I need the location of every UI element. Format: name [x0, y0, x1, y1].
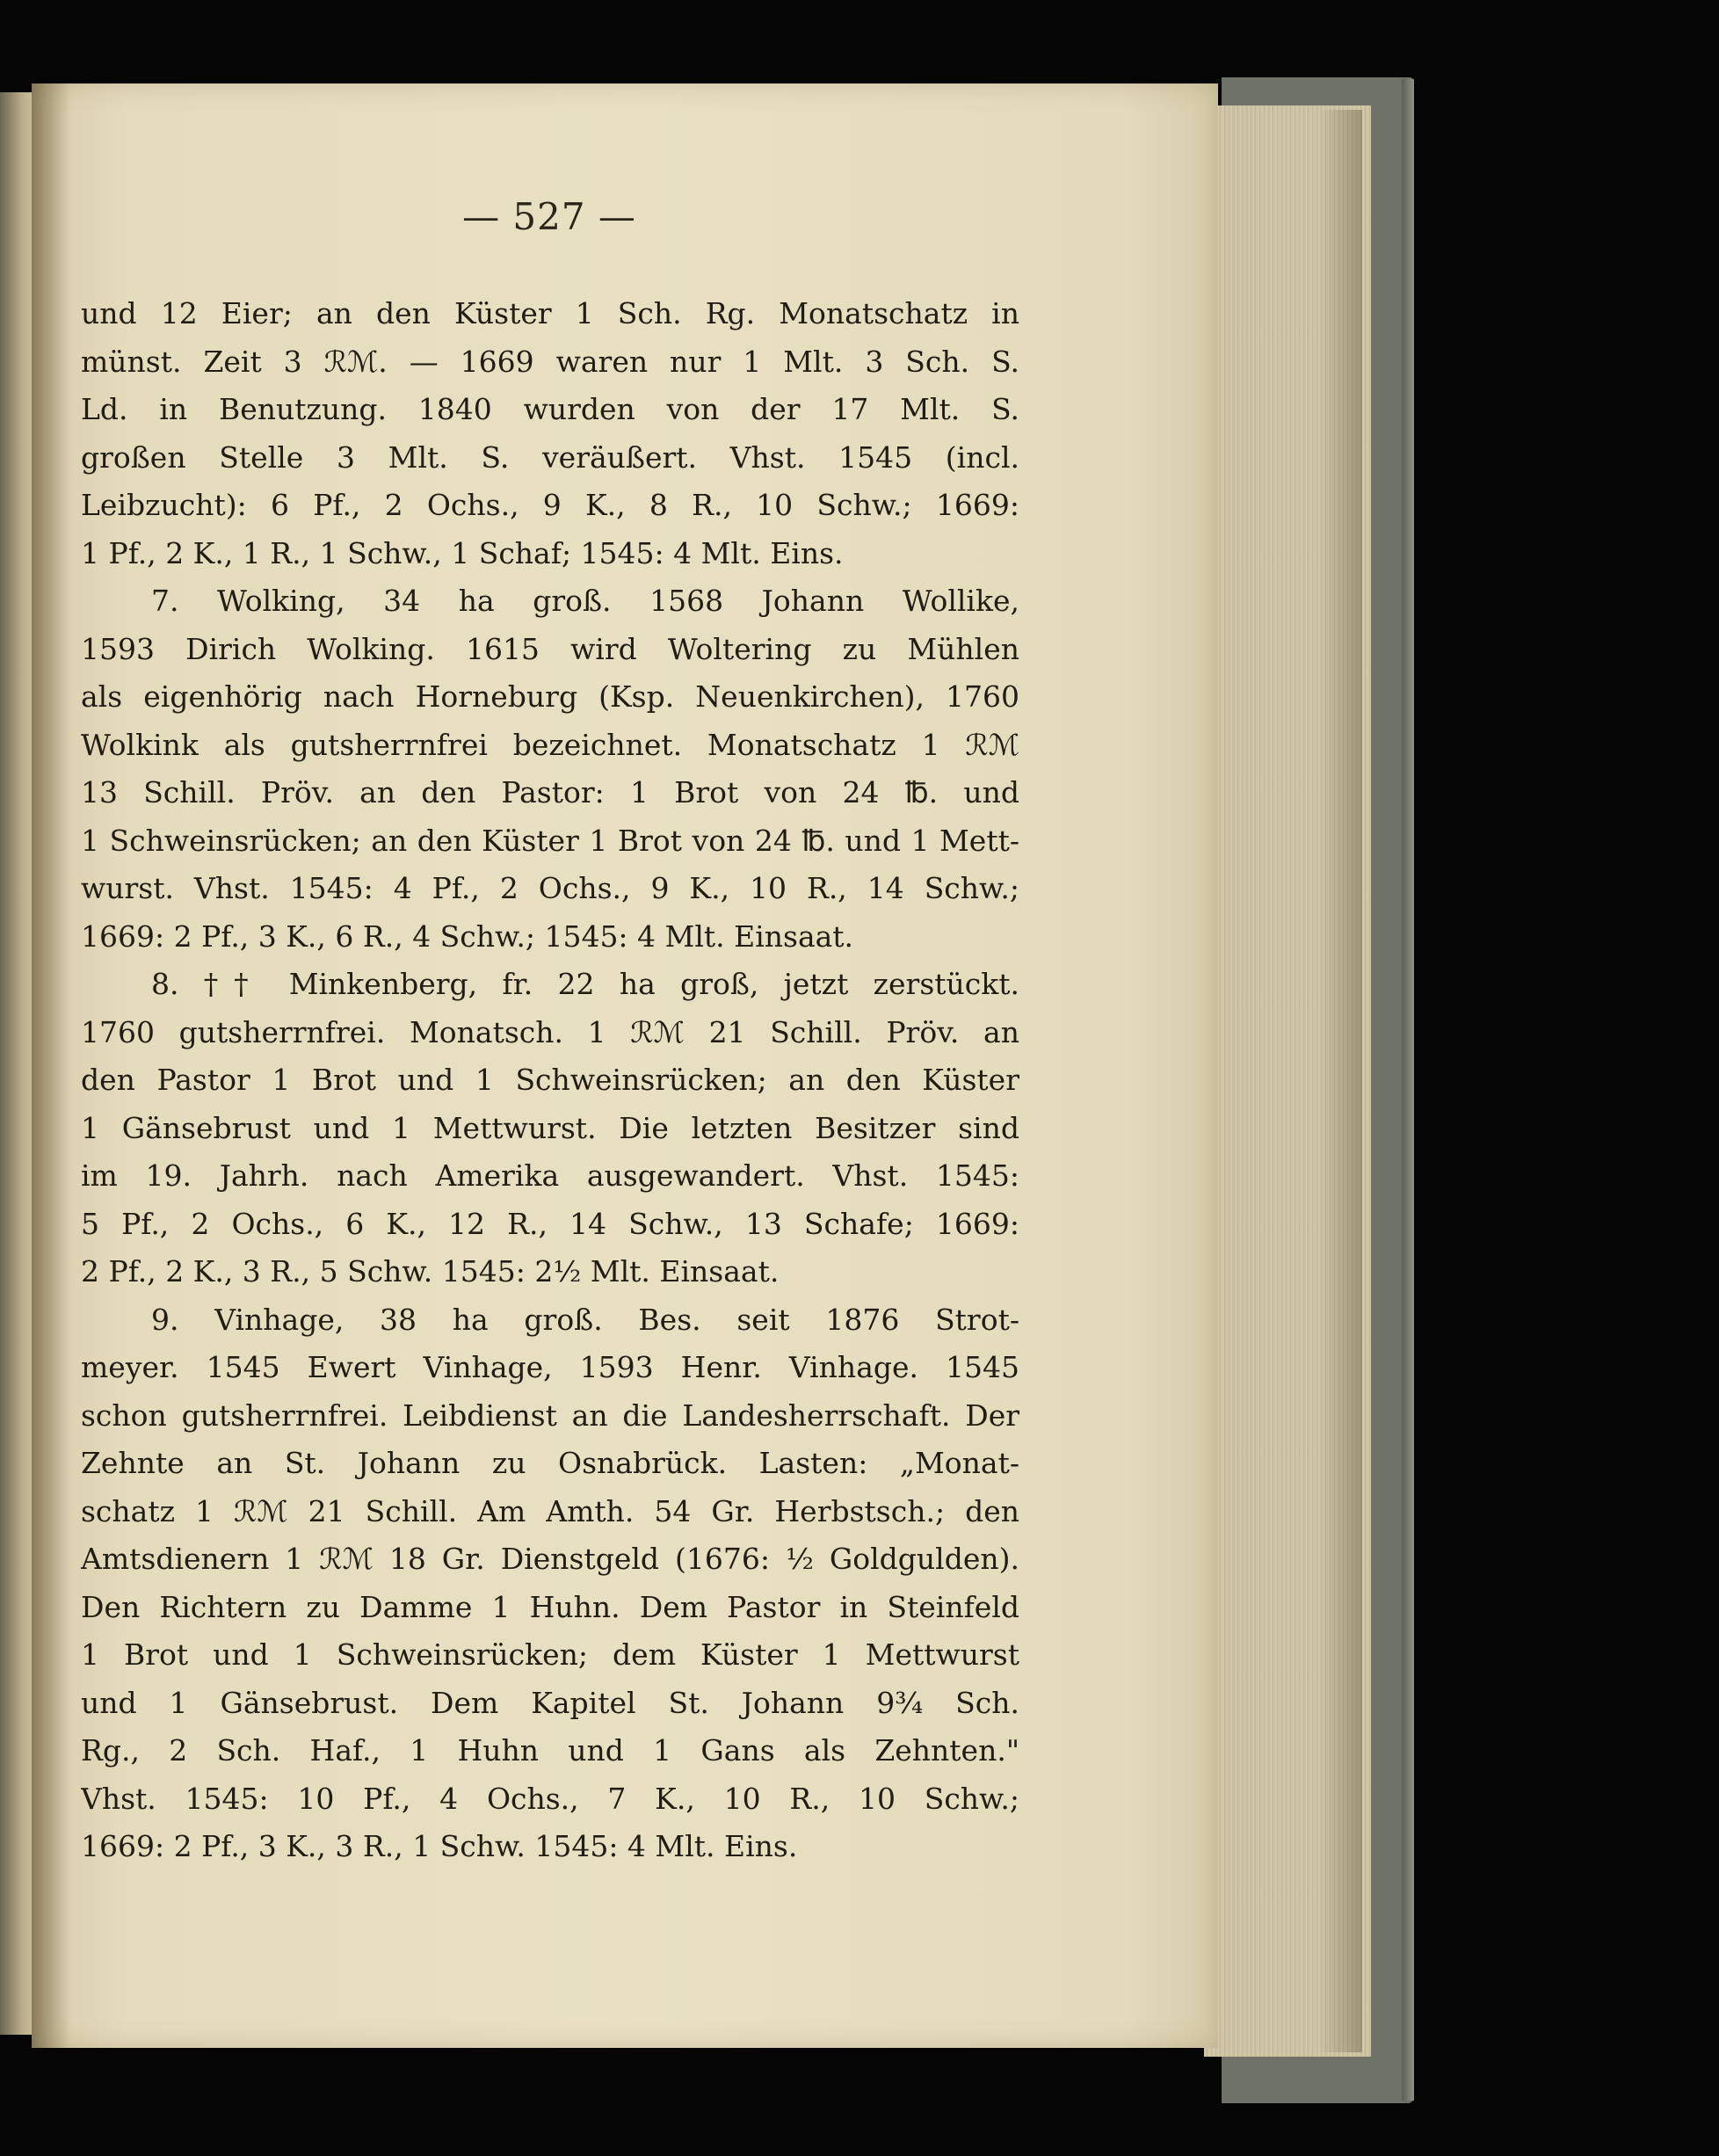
text-line: schatz 1 ℛℳ 21 Schill. Am Amth. 54 Gr. Herbstsch.; den [81, 1493, 1019, 1528]
text-line: Den Richtern zu Damme 1 Huhn. Dem Pastor in Steinfeld [81, 1589, 1019, 1624]
text-line: und 12 Eier; an den Küster 1 Sch. Rg. Monatschatz in [81, 296, 1019, 330]
text-line: münst. Zeit 3 ℛℳ. — 1669 waren nur 1 Mlt. 3 Sch. S. [81, 344, 1019, 379]
text-line: 5 Pf., 2 Ochs., 6 K., 12 R., 14 Schw., 13 Schafe; 1669: [81, 1206, 1019, 1241]
entry-heading-line: 9. Vinhage, 38 ha groß. Bes. seit 1876 Strot- [151, 1302, 1019, 1337]
cover-edge [1402, 79, 1414, 2101]
text-line: 1 Pf., 2 K., 1 R., 1 Schw., 1 Schaf; 1545: 4 Mlt. Eins. [81, 535, 844, 570]
text-line: Vhst. 1545: 10 Pf., 4 Ochs., 7 K., 10 R., 10 Schw.; [81, 1781, 1019, 1816]
text-line: als eigenhörig nach Horneburg (Ksp. Neuenkirchen), 1760 [81, 679, 1019, 714]
page-block-shadow [1318, 110, 1362, 2052]
body-text [81, 290, 1019, 1871]
text-line: Zehnte an St. Johann zu Osnabrück. Lasten: „Monat- [81, 1446, 1019, 1480]
text-line: 1 Schweinsrücken; an den Küster 1 Brot von 24 ℔. und 1 Mett- [81, 823, 1019, 858]
text-line: Rg., 2 Sch. Haf., 1 Huhn und 1 Gans als Zehnten." [81, 1733, 1019, 1768]
text-line: den Pastor 1 Brot und 1 Schweinsrücken; an den Küster [81, 1063, 1019, 1097]
text-line: meyer. 1545 Ewert Vinhage, 1593 Henr. Vinhage. 1545 [81, 1350, 1019, 1384]
text-line: und 1 Gänsebrust. Dem Kapitel St. Johann 9¾ Sch. [81, 1685, 1019, 1720]
text-line: großen Stelle 3 Mlt. S. veräußert. Vhst. 1545 (incl. [81, 439, 1019, 475]
entry-heading-line: 7. Wolking, 34 ha groß. 1568 Johann Wollike, [151, 584, 1019, 618]
text-line: 1669: 2 Pf., 3 K., 3 R., 1 Schw. 1545: 4 Mlt. Eins. [81, 1829, 798, 1863]
text-line: 1593 Dirich Wolking. 1615 wird Woltering zu Mühlen [81, 631, 1019, 666]
text-line: Amtsdienern 1 ℛℳ 18 Gr. Dienstgeld (1676: ½ Goldgulden). [81, 1542, 1019, 1576]
text-line: 1760 gutsherrnfrei. Monatsch. 1 ℛℳ 21 Schill. Pröv. an [81, 1014, 1019, 1049]
text-line: Ld. in Benutzung. 1840 wurden von der 17 Mlt. S. [81, 392, 1019, 426]
text-line: 1 Gänsebrust und 1 Mettwurst. Die letzten Besitzer sind [81, 1110, 1019, 1145]
text-line: 1 Brot und 1 Schweinsrücken; dem Küster 1 Mettwurst [81, 1637, 1019, 1672]
page-number: — 527 — [462, 195, 636, 238]
text-line: Leibzucht): 6 Pf., 2 Ochs., 9 K., 8 R., 10 Schw.; 1669: [81, 488, 1019, 522]
text-line: Wolkink als gutsherrnfrei bezeichnet. Monatschatz 1 ℛℳ [81, 727, 1019, 762]
text-line: im 19. Jahrh. nach Amerika ausgewandert. Vhst. 1545: [81, 1158, 1019, 1193]
text-line: 13 Schill. Pröv. an den Pastor: 1 Brot von 24 ℔. und [81, 775, 1019, 809]
text-line: schon gutsherrnfrei. Leibdienst an die Landesherrschaft. Der [81, 1397, 1019, 1433]
text-line: 1669: 2 Pf., 3 K., 6 R., 4 Schw.; 1545: 4 Mlt. Einsaat. [81, 918, 854, 954]
page-gutter-shadow [32, 83, 71, 2048]
entry-heading-line: 8. †† Minkenberg, fr. 22 ha groß, jetzt zerstückt. [151, 967, 1019, 1001]
text-line: 2 Pf., 2 K., 3 R., 5 Schw. 1545: 2½ Mlt. Einsaat. [81, 1254, 780, 1289]
text-line: wurst. Vhst. 1545: 4 Pf., 2 Ochs., 9 K., 10 R., 14 Schw.; [81, 871, 1019, 905]
